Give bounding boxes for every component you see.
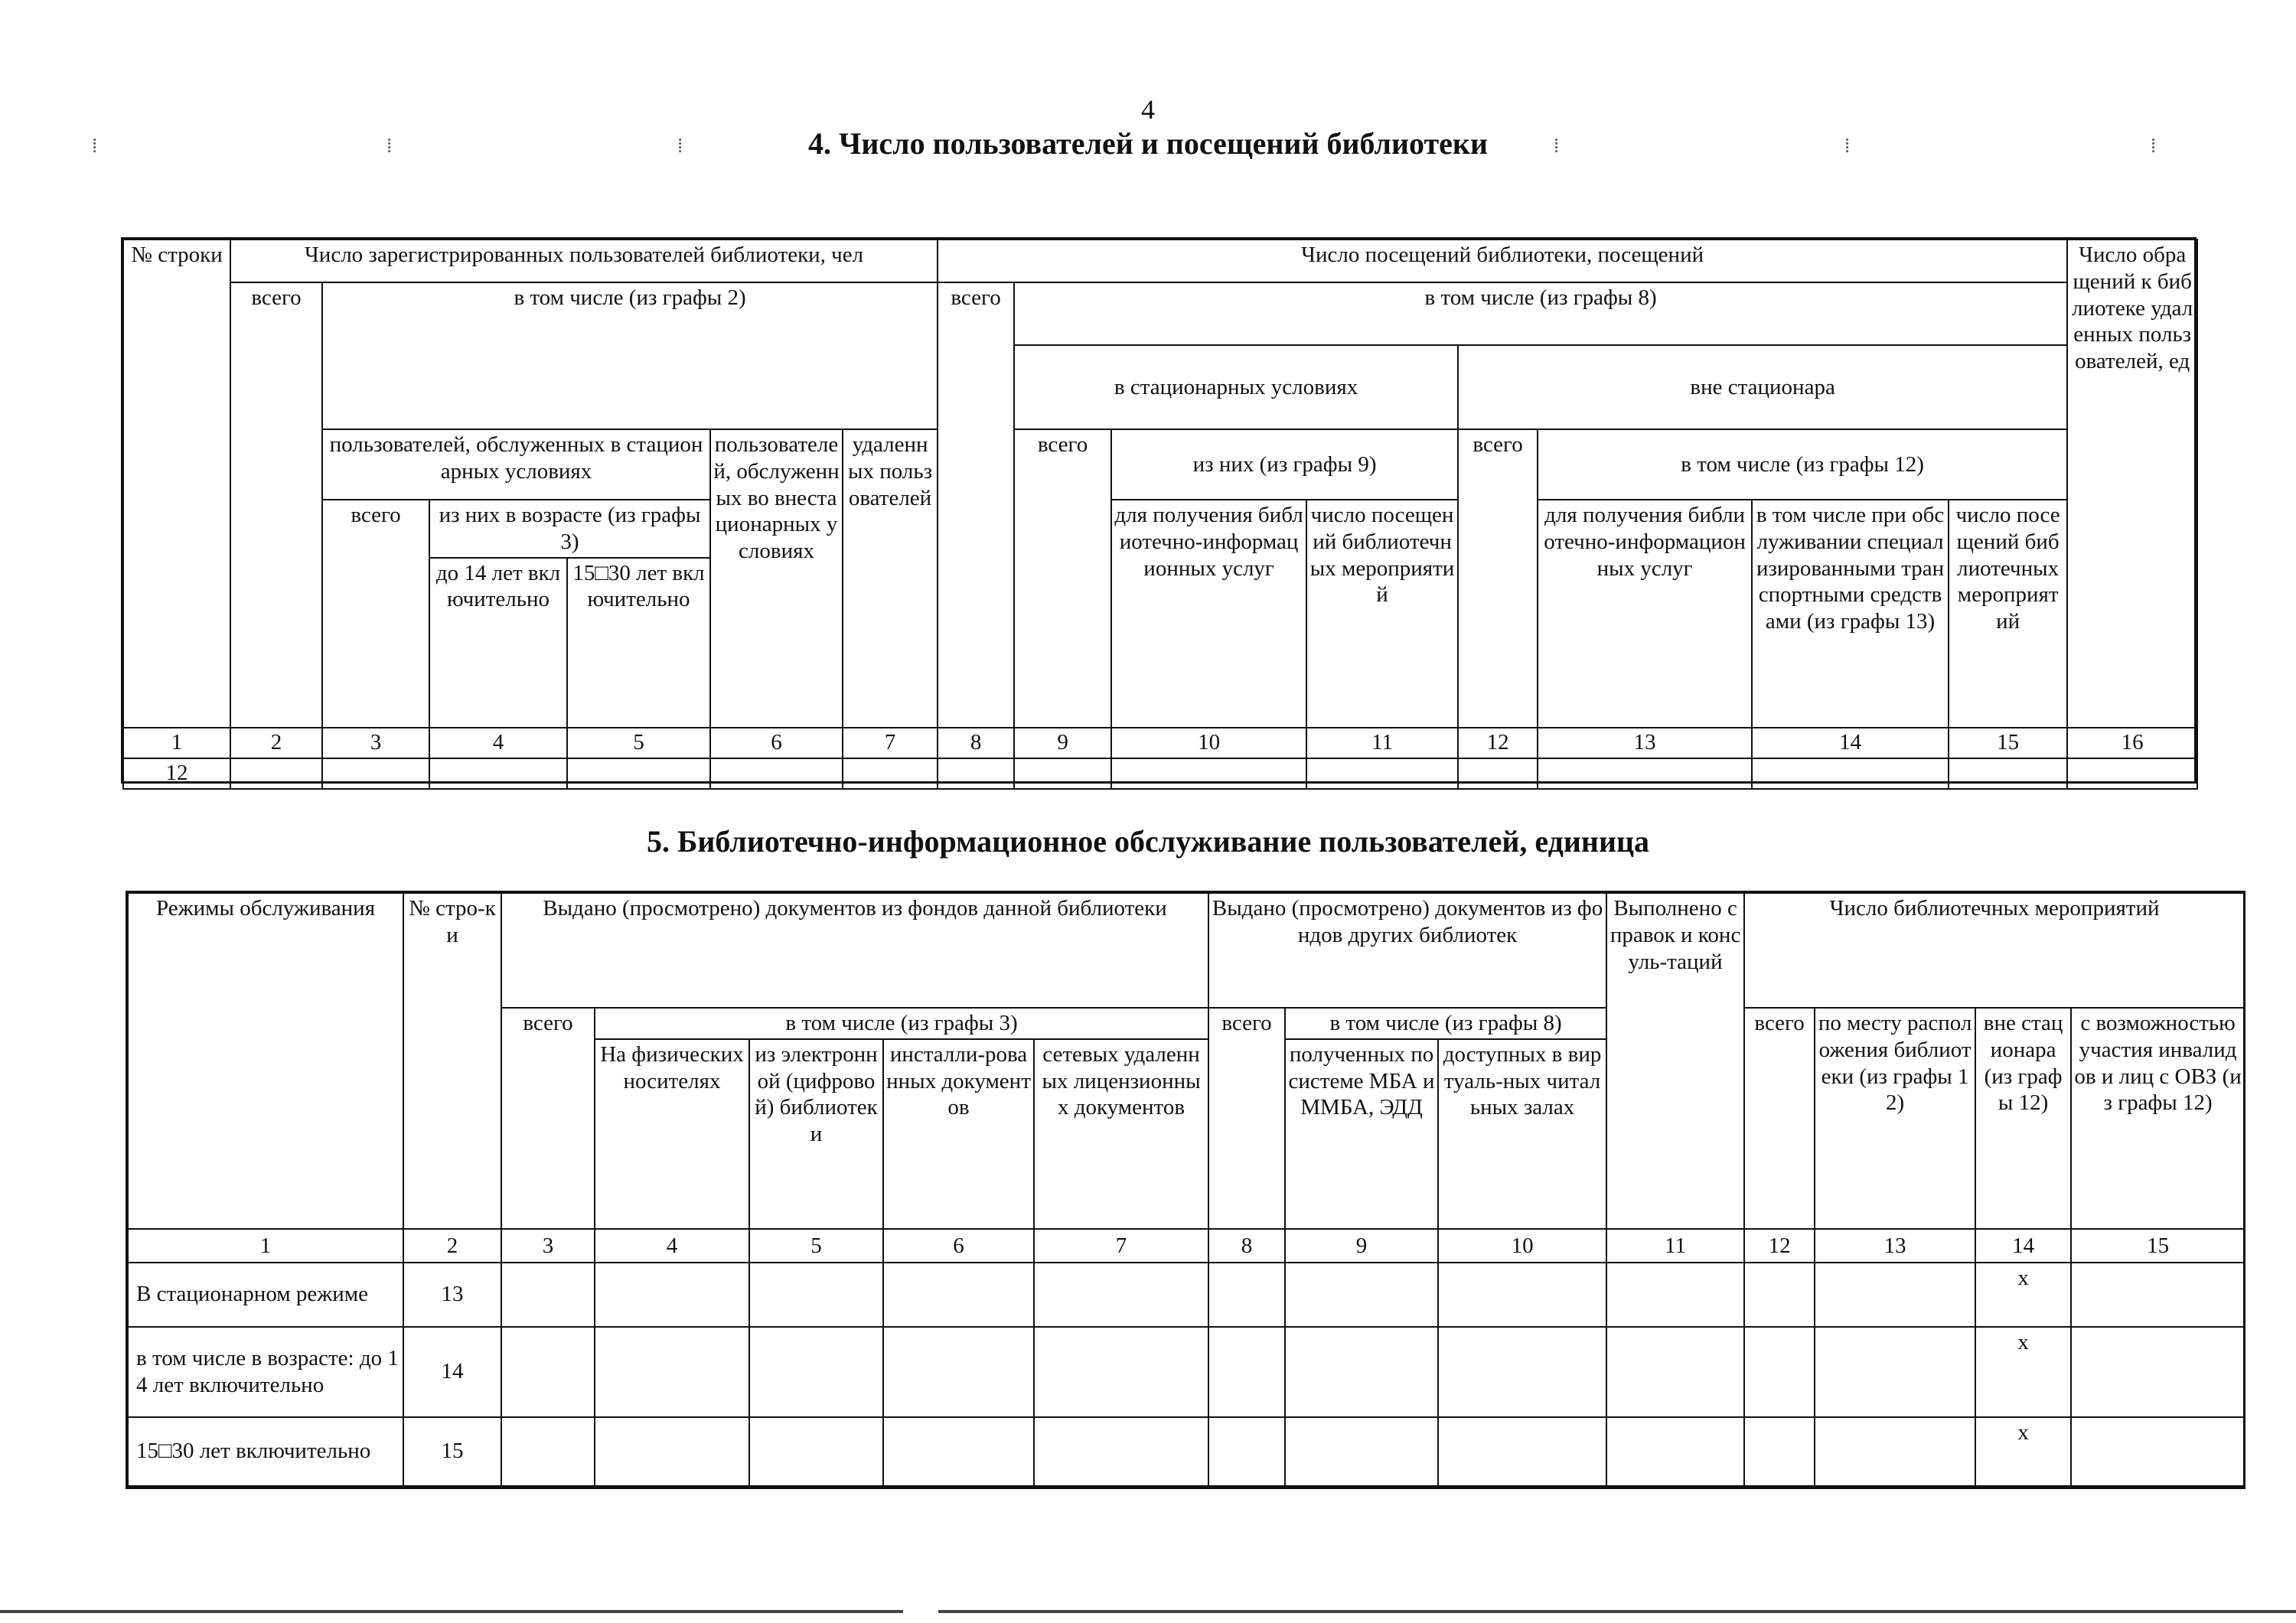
column-number: 7 [843, 728, 938, 758]
column-number: 13 [1538, 728, 1752, 758]
data-cell [1815, 1263, 1975, 1327]
cross-mark: х [1975, 1417, 2071, 1486]
data-cell [1208, 1263, 1285, 1327]
data-cell [1438, 1263, 1606, 1327]
data-cell [1606, 1417, 1744, 1486]
table-row [123, 758, 2197, 789]
header-total: всего [1744, 1008, 1815, 1229]
column-number: 8 [1208, 1229, 1285, 1263]
column-number: 12 [1744, 1229, 1815, 1263]
data-cell [1438, 1327, 1606, 1417]
data-cell [1306, 758, 1458, 789]
data-cell [595, 1417, 749, 1486]
cross-mark: х [1975, 1263, 2071, 1327]
data-cell [1208, 1417, 1285, 1486]
column-number: 14 [1752, 728, 1949, 758]
header-remote-users: удаленных пользователей [843, 429, 938, 728]
header-row-no: № стро-ки [403, 893, 501, 1229]
header-total: всего [1014, 429, 1111, 728]
header-physical: На физических носителях [595, 1039, 749, 1229]
header-for-services: для получения библиотечно-информационных услуг [1111, 500, 1306, 728]
column-number: 9 [1285, 1229, 1438, 1263]
header-total: всего [938, 282, 1014, 728]
column-number: 1 [128, 1229, 403, 1263]
data-cell [1034, 1263, 1208, 1327]
data-cell [1949, 758, 2067, 789]
column-number: 2 [403, 1229, 501, 1263]
data-cell [1285, 1263, 1438, 1327]
column-number: 4 [595, 1229, 749, 1263]
header-total: всего [501, 1008, 595, 1229]
header-under-14: до 14 лет включительно [429, 558, 567, 728]
data-cell [1285, 1417, 1438, 1486]
header-issued-other: Выдано (просмотрено) документов из фондов других библиотек [1208, 893, 1606, 1008]
column-number: 7 [1034, 1229, 1208, 1263]
data-cell [1014, 758, 1111, 789]
data-cell [595, 1263, 749, 1327]
header-virtual: доступных в виртуаль-ных читальных залах [1438, 1039, 1606, 1229]
header-network: сетевых удаленных лицензионных документов [1034, 1039, 1208, 1229]
data-cell [1034, 1327, 1208, 1417]
row-label: в том числе в возрасте: до 14 лет включительно [128, 1327, 403, 1417]
scan-line [0, 1610, 903, 1613]
scan-mark: ⁞ [1844, 135, 1851, 157]
column-number: 3 [322, 728, 429, 758]
header-electronic: из электронной (цифровой) библиотеки [749, 1039, 883, 1229]
data-cell [567, 758, 710, 789]
column-number: 9 [1014, 728, 1111, 758]
data-cell [595, 1327, 749, 1417]
data-cell [2067, 758, 2197, 789]
data-cell [1285, 1327, 1438, 1417]
data-cell [1815, 1327, 1975, 1417]
data-cell [1538, 758, 1752, 789]
data-cell [501, 1263, 595, 1327]
header-references: Выполнено справок и консуль-таций [1606, 893, 1744, 1229]
column-number: 13 [1815, 1229, 1975, 1263]
data-cell [1438, 1417, 1606, 1486]
data-cell [1752, 758, 1949, 789]
scan-mark: ⁞ [1554, 135, 1560, 157]
header-disabled: с возможностью участия инвалидов и лиц с ОВЗ (из графы 12) [2071, 1008, 2245, 1229]
row-label: 15□30 лет включительно [128, 1417, 403, 1486]
column-number: 1 [123, 728, 230, 758]
header-at-location: по месту расположения библиотеки (из графы 12) [1815, 1008, 1975, 1229]
data-cell [1606, 1327, 1744, 1417]
table-row [128, 1417, 2245, 1486]
data-cell [1606, 1263, 1744, 1327]
header-event-visits: число посещений библиотечных мероприятий [1949, 500, 2067, 728]
row-label: В стационарном режиме [128, 1263, 403, 1327]
header-of-them-col9: из них (из графы 9) [1111, 429, 1458, 500]
data-cell [2071, 1327, 2245, 1417]
row-number: 12 [123, 758, 230, 789]
header-total: всего [1458, 429, 1538, 728]
column-number: 11 [1606, 1229, 1744, 1263]
section5-title: 5. Библиотечно-информационное обслуживание пользователей, единица [646, 824, 1650, 859]
library-service-table [127, 892, 2245, 1487]
column-number: 14 [1975, 1229, 2071, 1263]
data-cell [883, 1417, 1034, 1486]
header-off-site-users: пользователей, обслуженных во внестационарных условиях [710, 429, 843, 728]
column-number: 2 [230, 728, 322, 758]
header-modes: Режимы обслуживания [128, 893, 403, 1229]
data-cell [1744, 1263, 1815, 1327]
header-incl-col12: в том числе (из графы 12) [1538, 429, 2067, 500]
header-event-visits: число посещений библиотечных мероприятий [1306, 500, 1458, 728]
header-visits: Число посещений библиотеки, посещений [938, 240, 2067, 282]
header-incl-col3: в том числе (из графы 3) [595, 1008, 1208, 1039]
data-cell [1458, 758, 1538, 789]
column-number: 5 [567, 728, 710, 758]
data-cell [883, 1327, 1034, 1417]
header-total: всего [322, 500, 429, 728]
column-number: 15 [1949, 728, 2067, 758]
header-incl-col8: в том числе (из графы 8) [1014, 282, 2067, 345]
header-total: всего [1208, 1008, 1285, 1229]
data-cell [501, 1327, 595, 1417]
users-visits-table [122, 239, 2198, 790]
header-incl-col2: в том числе (из графы 2) [322, 282, 938, 429]
table-row [128, 1327, 2245, 1417]
header-mba: полученных по системе МБА и ММБА, ЭДД [1285, 1039, 1438, 1229]
header-events: Число библиотечных мероприятий [1744, 893, 2245, 1008]
header-age-col3: из них в возрасте (из графы 3) [429, 500, 710, 558]
column-number: 8 [938, 728, 1014, 758]
data-cell [1744, 1327, 1815, 1417]
data-cell [501, 1417, 595, 1486]
data-cell [2071, 1263, 2245, 1327]
scan-mark: ⁞ [677, 135, 683, 157]
data-cell [1111, 758, 1306, 789]
row-number: 15 [403, 1417, 501, 1486]
scan-line [938, 1610, 2296, 1613]
column-number: 6 [710, 728, 843, 758]
data-cell [322, 758, 429, 789]
row-number: 14 [403, 1327, 501, 1417]
data-cell [1034, 1417, 1208, 1486]
column-number: 5 [749, 1229, 883, 1263]
header-outside: вне стационара (из графы 12) [1975, 1008, 2071, 1229]
header-total: всего [230, 282, 322, 728]
data-cell [843, 758, 938, 789]
data-cell [429, 758, 567, 789]
column-number: 12 [1458, 728, 1538, 758]
table-row [128, 1263, 2245, 1327]
header-special-transport: в том числе при обслуживании специализированными транспортными средствами (из графы 13) [1752, 500, 1949, 728]
header-installed: инсталли-рованных документов [883, 1039, 1034, 1229]
header-incl-col8: в том числе (из графы 8) [1285, 1008, 1606, 1039]
column-number: 10 [1438, 1229, 1606, 1263]
header-stationary-users: пользователей, обслуженных в стационарных условиях [322, 429, 710, 500]
header-age-15-30: 15□30 лет включительно [567, 558, 710, 728]
section4-title: 4. Число пользователей и посещений библиотеки [807, 126, 1489, 161]
data-cell [749, 1327, 883, 1417]
column-number: 3 [501, 1229, 595, 1263]
column-number: 15 [2071, 1229, 2245, 1263]
row-number: 13 [403, 1263, 501, 1327]
cross-mark: х [1975, 1327, 2071, 1417]
header-off-stationary: вне стационара [1458, 345, 2067, 429]
data-cell [938, 758, 1014, 789]
data-cell [1744, 1417, 1815, 1486]
column-number: 11 [1306, 728, 1458, 758]
data-cell [749, 1263, 883, 1327]
data-cell [710, 758, 843, 789]
data-cell [230, 758, 322, 789]
data-cell [1208, 1327, 1285, 1417]
scan-mark: ⁞ [386, 135, 393, 157]
header-issued-own: Выдано (просмотрено) документов из фондов данной библиотеки [501, 893, 1208, 1008]
data-cell [1815, 1417, 1975, 1486]
data-cell [749, 1417, 883, 1486]
scan-mark: ⁞ [2151, 135, 2157, 157]
header-for-services: для получения библиотечно-информационных услуг [1538, 500, 1752, 728]
header-remote-requests: Число обращений к библиотеке удаленных пользователей, ед [2067, 240, 2197, 728]
column-number: 4 [429, 728, 567, 758]
data-cell [883, 1263, 1034, 1327]
header-row-no: № строки [123, 240, 230, 728]
column-number: 6 [883, 1229, 1034, 1263]
page-number: 4 [1141, 94, 1155, 125]
data-cell [2071, 1417, 2245, 1486]
header-registered-users: Число зарегистрированных пользователей библиотеки, чел [230, 240, 938, 282]
header-in-stationary: в стационарных условиях [1014, 345, 1458, 429]
column-number: 16 [2067, 728, 2197, 758]
scan-mark: ⁞ [92, 135, 98, 157]
column-number: 10 [1111, 728, 1306, 758]
